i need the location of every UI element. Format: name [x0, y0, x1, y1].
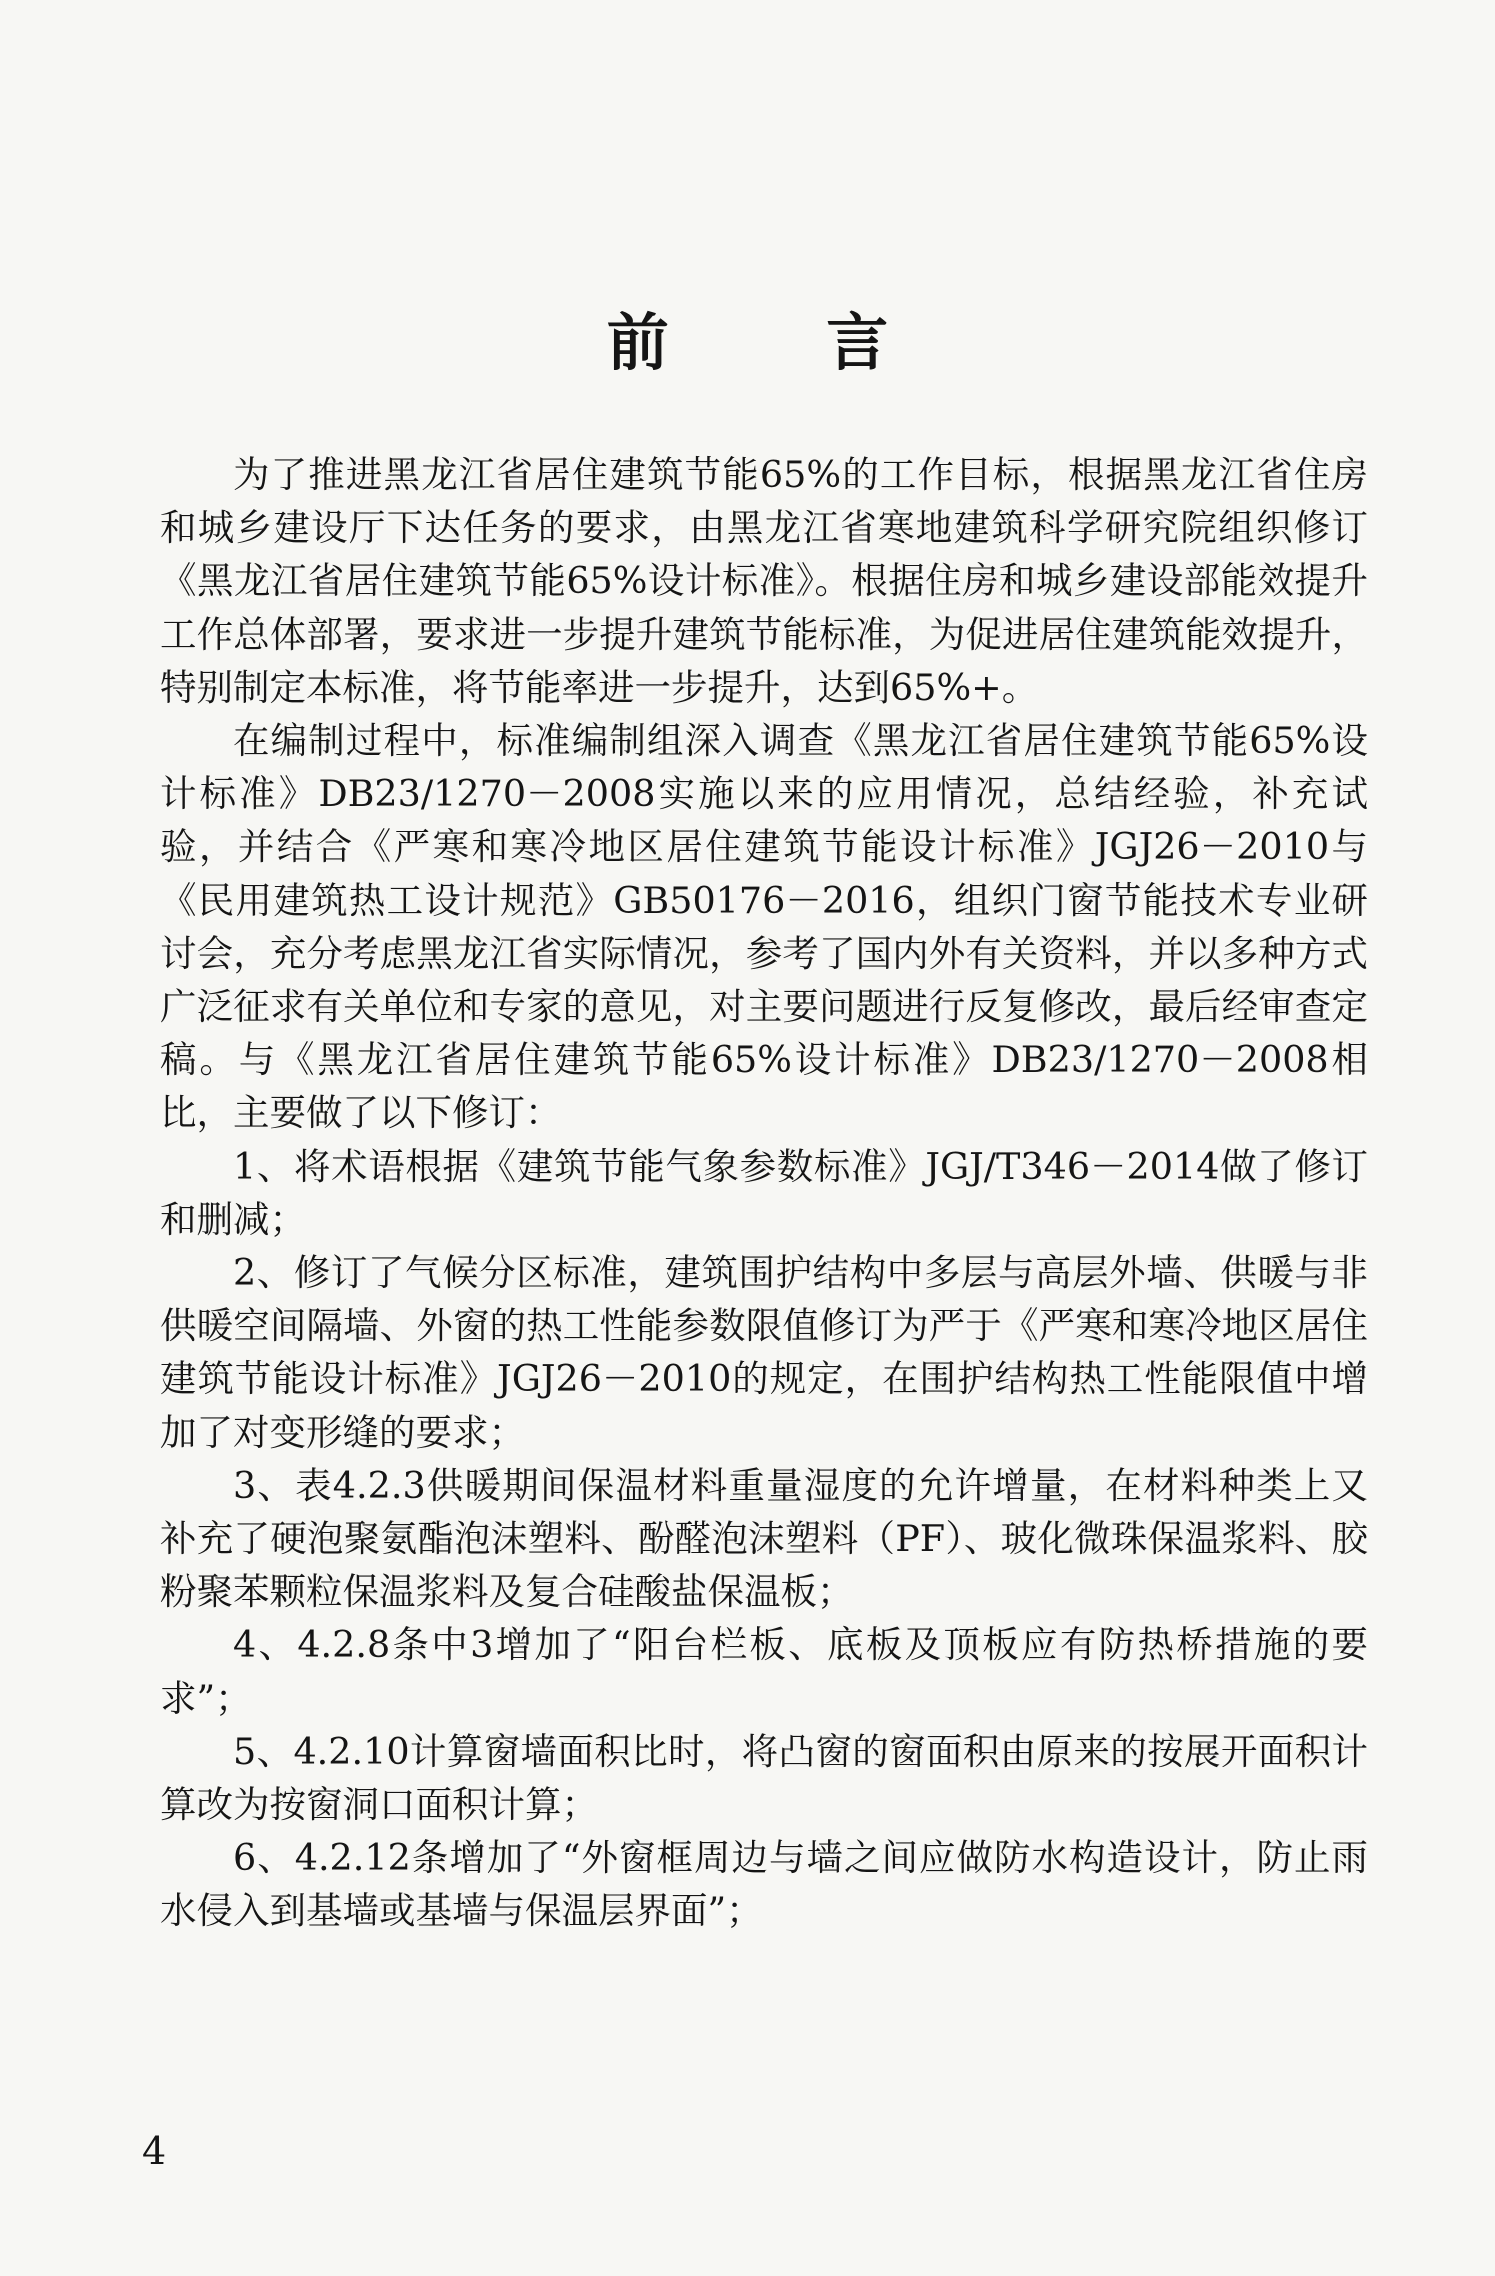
paragraph-intro: 为了推进黑龙江省居住建筑节能65%的工作目标，根据黑龙江省住房和城乡建设厅下达任务的要求，由黑龙江省寒地建筑科学研究院组织修订《黑龙江省居住建筑节能65%设计标准》。根据住房和城乡建设部能效提升工作总体部署，要求进一步提升建筑节能标准，为促进居住建筑能效提升，特别制定本标准，将节能率进一步提升，达到65%+。 — [160, 453, 1368, 709]
revision-item-1: 1、将术语根据《建筑节能气象参数标准》JGJ/T346－2014做了修订和删减； — [160, 1144, 1368, 1241]
revision-item-2: 2、修订了气候分区标准，建筑围护结构中多层与高层外墙、供暖与非供暖空间隔墙、外窗的热工性能参数限值修订为严于《严寒和寒冷地区居住建筑节能设计标准》JGJ26－2010的规定，在围护结构热工性能限值中增加了对变形缝的要求； — [160, 1251, 1368, 1454]
revision-item-6: 6、4.2.12条增加了“外窗框周边与墙之间应做防水构造设计，防止雨水侵入到基墙或基墙与保温层界面”； — [160, 1836, 1368, 1933]
paragraph-process: 在编制过程中，标准编制组深入调查《黑龙江省居住建筑节能65%设计标准》DB23/1270－2008实施以来的应用情况，总结经验，补充试验，并结合《严寒和寒冷地区居住建筑节能设计标准》JGJ26－2010与《民用建筑热工设计规范》GB50176－2016，组织门窗节能技术专业研讨会，充分考虑黑龙江省实际情况，参考了国内外有关资料，并以多种方式广泛征求有关单位和专家的意见，对主要问题进行反复修改，最后经审查定稿。与《黑龙江省居住建筑节能65%设计标准》DB23/1270－2008相比，主要做了以下修订： — [160, 719, 1368, 1135]
page-number: 4 — [142, 2129, 167, 2173]
body-text — [160, 448, 1368, 1938]
revision-item-3: 3、表4.2.3供暖期间保温材料重量湿度的允许增量，在材料种类上又补充了硬泡聚氨酯泡沫塑料、酚醛泡沫塑料（PF）、玻化微珠保温浆料、胶粉聚苯颗粒保温浆料及复合硅酸盐保温板； — [160, 1463, 1368, 1614]
revision-item-4: 4、4.2.8条中3增加了“阳台栏板、底板及顶板应有防热桥措施的要求”； — [160, 1623, 1368, 1720]
page-title: 前 言 — [606, 306, 957, 379]
revision-item-5: 5、4.2.10计算窗墙面积比时，将凸窗的窗面积由原来的按展开面积计算改为按窗洞口面积计算； — [160, 1729, 1368, 1827]
